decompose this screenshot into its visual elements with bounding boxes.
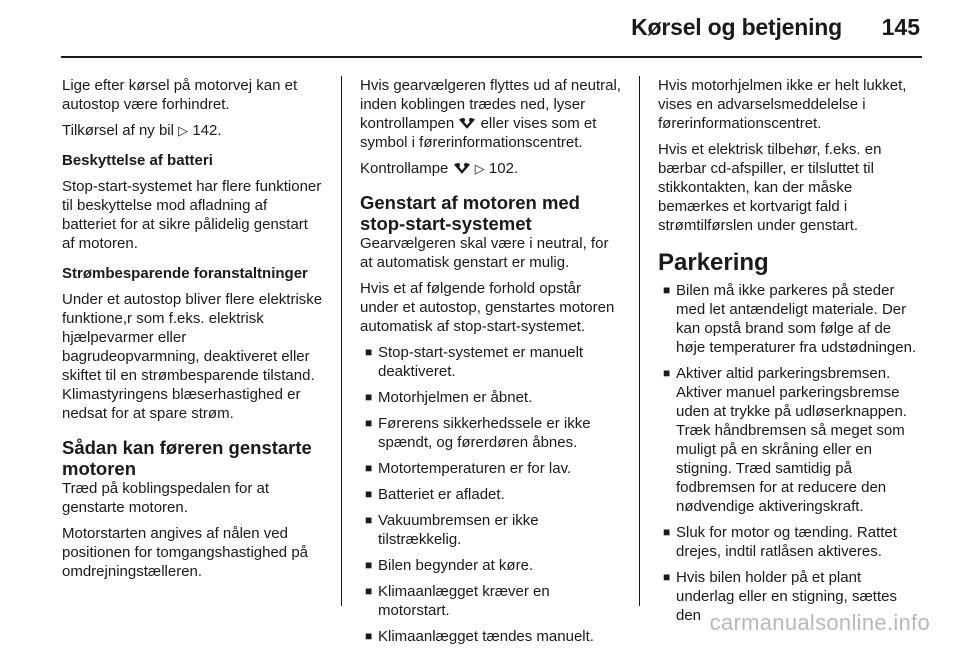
square-bullet-icon: ■ bbox=[663, 366, 671, 380]
paragraph: Hvis motorhjelmen ikke er helt lukket, vises en advarselsmeddelelse i førerinformationscentret. bbox=[658, 77, 907, 132]
list-item: ■ Klimaanlægget kræver en motorstart. bbox=[365, 583, 550, 619]
paragraph-ref: Tilkørsel af ny bil ▷ 142. bbox=[62, 122, 222, 139]
square-bullet-icon: ■ bbox=[365, 345, 373, 359]
list-item: ■ Bilen begynder at køre. bbox=[365, 557, 534, 574]
triangle-ref-icon: ▷ bbox=[474, 161, 485, 176]
square-bullet-icon: ■ bbox=[365, 584, 373, 598]
column-1 bbox=[62, 76, 324, 588]
paragraph: Motorstarten angives af nålen ved positionen for tomgangshastighed på omdrejningstælleren. bbox=[62, 525, 309, 580]
square-bullet-icon: ■ bbox=[365, 390, 373, 404]
square-bullet-icon: ■ bbox=[663, 570, 671, 584]
paragraph: Under et autostop bliver flere elektriske funktione,r som f.eks. elektrisk hjælpevarmer eller bagrudeopvarmning, deaktiveret eller skiftet til en strømbesparende tilstand. Klimastyringens blæserhastighed er nedsat for at spare strøm. bbox=[62, 291, 323, 422]
subheading: Strømbesparende foranstaltninger bbox=[62, 265, 308, 282]
section-heading: Parkering bbox=[658, 249, 769, 276]
autostop-lamp-icon bbox=[458, 116, 476, 130]
list-item: ■ Batteriet er afladet. bbox=[365, 486, 505, 503]
paragraph-ref: Kontrollampe ▷ 102. bbox=[360, 160, 519, 177]
page-header bbox=[0, 0, 960, 54]
list-item: ■ Vakuumbremsen er ikke tilstrækkelig. bbox=[365, 512, 539, 548]
paragraph: Træd på koblingspedalen for at genstarte motoren. bbox=[62, 480, 270, 516]
list-item: ■ Sluk for motor og tænding. Rattet drejes, indtil ratlåsen aktiveres. bbox=[663, 524, 897, 560]
bullet-list bbox=[658, 281, 922, 625]
paragraph: Hvis et af følgende forhold opstår under et autostop, genstartes motoren automatisk af stop-start-systemet. bbox=[360, 280, 615, 335]
square-bullet-icon: ■ bbox=[663, 283, 671, 297]
list-item: ■ Motorhjelmen er åbnet. bbox=[365, 389, 533, 406]
page-title: Kørsel og betjening bbox=[631, 14, 842, 40]
column-divider bbox=[341, 76, 342, 606]
column-3 bbox=[658, 76, 922, 632]
section-heading: Sådan kan føreren genstarte motoren bbox=[62, 437, 312, 479]
column-2 bbox=[360, 76, 622, 653]
paragraph-lamp: Hvis gearvælgeren flyttes ud af neutral, inden koblingen trædes ned, lyser kontrollampen eller vises som et symbol i førerinformationscentret. bbox=[360, 77, 621, 151]
paragraph: Stop-start-systemet har flere funktioner til beskyttelse mod afladning af batteriet for at sikre pålidelig genstart af motoren. bbox=[62, 178, 322, 252]
watermark: carmanualsonline.info bbox=[709, 610, 930, 635]
square-bullet-icon: ■ bbox=[365, 513, 373, 527]
square-bullet-icon: ■ bbox=[365, 461, 373, 475]
header-rule bbox=[61, 56, 922, 58]
list-item: ■ Aktiver altid parkeringsbremsen. Aktiver manuel parkeringsbremse uden at trykke på udløserknappen. Træk håndbremsen så meget som muligt på en skråning eller en stigning. Træd samtidig på fodbremsen for at reducere den nødvendige aktiveringskraft. bbox=[663, 365, 907, 515]
bullet-list bbox=[360, 343, 622, 646]
square-bullet-icon: ■ bbox=[365, 558, 373, 572]
square-bullet-icon: ■ bbox=[365, 416, 373, 430]
paragraph: Hvis et elektrisk tilbehør, f.eks. en bærbar cd-afspiller, er tilsluttet til stikkontakten, kan der måske bemærkes et kortvarigt fald i strømtilførslen under genstart. bbox=[658, 141, 882, 234]
autostop-lamp-icon bbox=[453, 161, 471, 175]
square-bullet-icon: ■ bbox=[365, 629, 373, 643]
square-bullet-icon: ■ bbox=[663, 525, 671, 539]
list-item: ■ Stop-start-systemet er manuelt deaktiveret. bbox=[365, 344, 584, 380]
paragraph: Gearvælgeren skal være i neutral, for at automatisk genstart er mulig. bbox=[360, 235, 609, 271]
list-item: ■ Motortemperaturen er for lav. bbox=[365, 460, 572, 477]
paragraph: Lige efter kørsel på motorvej kan et autostop være forhindret. bbox=[62, 77, 298, 113]
list-item: ■ Førerens sikkerhedssele er ikke spændt, og førerdøren åbnes. bbox=[365, 415, 591, 451]
column-divider bbox=[639, 76, 640, 606]
list-item: ■ Klimaanlægget tændes manuelt. bbox=[365, 628, 594, 645]
subheading: Beskyttelse af batteri bbox=[62, 152, 213, 169]
triangle-ref-icon: ▷ bbox=[178, 123, 189, 138]
page-number: 145 bbox=[881, 14, 920, 40]
square-bullet-icon: ■ bbox=[365, 487, 373, 501]
list-item: ■ Bilen må ikke parkeres på steder med let antændeligt materiale. Der kan opstå brand som følge af de høje temperaturer fra udstødningen. bbox=[663, 282, 917, 356]
list-item: ■ Hvis bilen holder på et plant underlag eller en stigning, sættes den bbox=[663, 569, 897, 624]
section-heading: Genstart af motoren med stop-start-systemet bbox=[360, 192, 580, 234]
